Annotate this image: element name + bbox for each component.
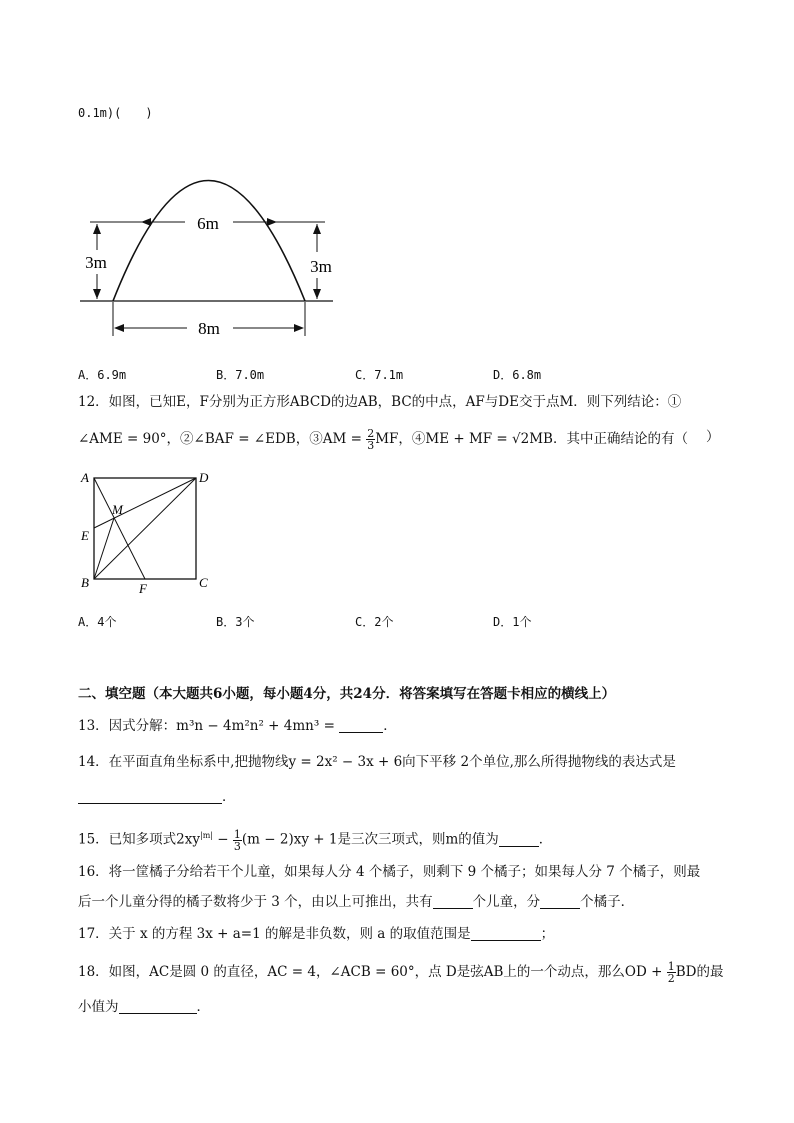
label-e: E xyxy=(81,528,89,543)
q14-line2: ． xyxy=(78,788,236,806)
q18-line1: 18．如图，AC是圆 0 的直径，AC = 4，∠ACB = 60°，点 D是弦AB上的一个动点，那么OD + $\frac{1}{2}$ BD的最 xyxy=(78,960,724,985)
q12-choice-d: D．1个 xyxy=(493,615,532,629)
q11-choice-a: A．6.9m xyxy=(78,368,127,382)
segment-af xyxy=(94,478,145,579)
square-figure xyxy=(78,466,218,598)
q13: 13．因式分解：m³n − 4m²n² + 4mn³ = ． xyxy=(78,718,397,734)
arch-curve xyxy=(113,181,305,302)
q18-answer-blank[interactable] xyxy=(119,999,197,1014)
q11-tail: 0.1m)( ) xyxy=(78,106,153,120)
label-a: A xyxy=(81,470,89,485)
q12-paren-end: ） xyxy=(706,429,720,445)
arrow-6m-left xyxy=(141,218,151,226)
q16-answer-blank-oranges[interactable] xyxy=(540,894,580,909)
q12-choice-b: B．3个 xyxy=(216,615,255,629)
arrow-8m-left xyxy=(114,324,124,332)
label-m: M xyxy=(112,502,123,517)
q12-line2: ∠AME = 90°，②∠BAF = ∠EDB，③AM = $\frac{2}{3}$ MF，④ME + MF = √2MB．其中正确结论的有（ xyxy=(78,427,688,452)
q11-choice-d: D．6.8m xyxy=(493,368,542,382)
q16-line2: 后一个儿童分得的橘子数将少于 3 个，由以上可推出，共有 个儿童，分 个橘子． xyxy=(78,894,635,910)
q16-answer-blank-children[interactable] xyxy=(433,894,473,909)
q12-line1: 12．如图，已知E，F分别为正方形ABCD的边AB，BC的中点，AF与DE交于点M．则下列结论：① xyxy=(78,394,682,410)
q12-choice-c: C．2个 xyxy=(355,615,394,629)
q16-line1: 16．将一筐橘子分给若干个儿童，如果每人分 4 个橘子，则剩下 9 个橘子；如果每人分 7 个橘子，则最 xyxy=(78,864,701,880)
label-6m: 6m xyxy=(197,214,219,233)
q13-answer-blank[interactable] xyxy=(339,718,383,733)
q15: 15．已知多项式$2xy^{|m|}$ − $\frac{1}{3}$ (m − 2)xy + 1是三次三项式，则m的值为 ． xyxy=(78,827,553,853)
label-left-3m: 3m xyxy=(85,253,107,272)
label-8m: 8m xyxy=(198,319,220,338)
label-b: B xyxy=(81,575,89,590)
section2-heading: 二、填空题（本大题共6小题，每小题4分，共24分．将答案填写在答题卡相应的横线上） xyxy=(78,686,616,702)
label-d: D xyxy=(199,470,209,485)
q11-choice-c: C．7.1m xyxy=(355,368,404,382)
q14-answer-blank[interactable] xyxy=(78,789,222,804)
q12-fraction: $\frac{2}{3}$ xyxy=(367,427,375,452)
q12-choice-a: A．4个 xyxy=(78,615,117,629)
arrow-8m-right xyxy=(294,324,304,332)
q14-line1: 14．在平面直角坐标系中,把抛物线y = 2x² − 3x + 6向下平移 2个单位,那么所得抛物线的表达式是 xyxy=(78,754,676,770)
q18-fraction: $\frac{1}{2}$ xyxy=(667,960,675,985)
segment-bm xyxy=(94,518,114,579)
q15-answer-blank[interactable] xyxy=(499,832,539,847)
label-c: C xyxy=(199,575,208,590)
segment-ed xyxy=(94,478,196,528)
arch-figure xyxy=(75,140,345,345)
q15-fraction: $\frac{1}{3}$ xyxy=(233,827,241,853)
q17-answer-blank[interactable] xyxy=(471,926,541,941)
label-right-3m: 3m xyxy=(310,257,332,276)
arrow-6m-right xyxy=(267,218,277,226)
q17: 17．关于 x 的方程 3x + a=1 的解是非负数，则 a 的取值范围是 ； xyxy=(78,926,555,942)
label-f: F xyxy=(139,581,147,596)
q18-line2: 小值为 ． xyxy=(78,999,210,1015)
diagonal-bd xyxy=(94,478,196,579)
q11-choice-b: B．7.0m xyxy=(216,368,265,382)
